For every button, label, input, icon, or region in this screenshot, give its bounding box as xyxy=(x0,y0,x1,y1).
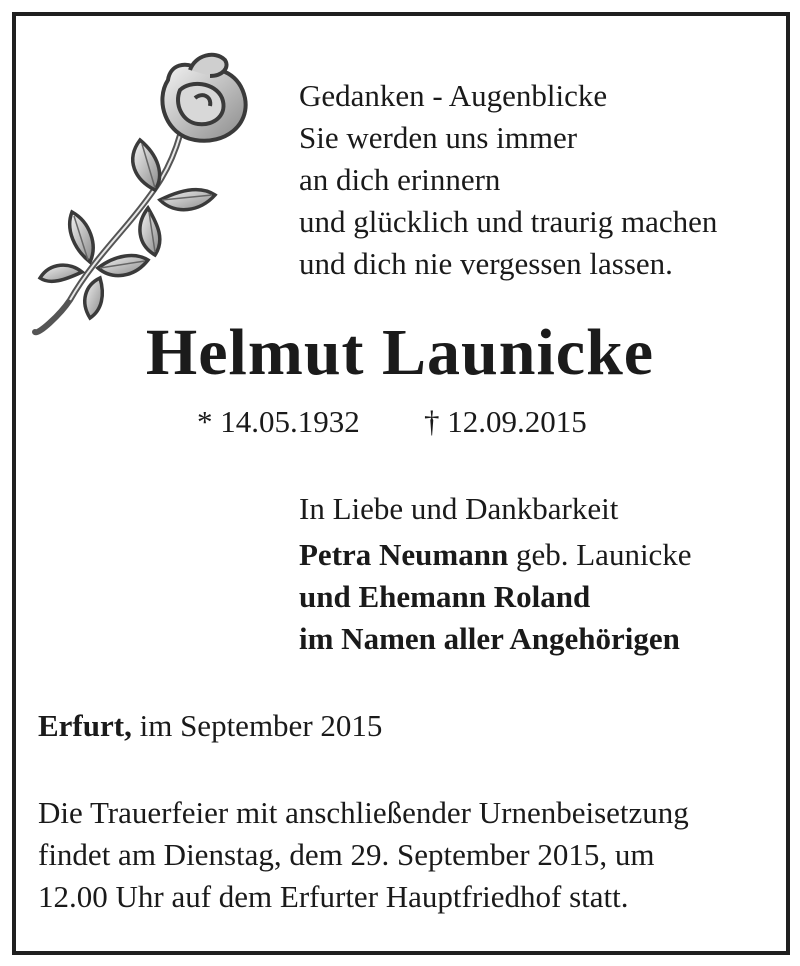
poem-line: und glücklich und traurig machen xyxy=(299,204,718,239)
rose-icon xyxy=(30,40,260,340)
place-month: im September 2015 xyxy=(131,708,383,743)
deceased-name: Helmut Launicke xyxy=(145,316,655,389)
ceremony-line: 12.00 Uhr auf dem Erfurter Hauptfriedhof statt. xyxy=(38,879,629,914)
mourners-intro: In Liebe und Dankbarkeit xyxy=(299,491,619,526)
poem-line: Sie werden uns immer xyxy=(299,120,578,155)
mourner-name: Petra Neumann xyxy=(299,537,509,572)
poem xyxy=(299,75,717,285)
ceremony-line: findet am Dienstag, dem 29. September 2015, um xyxy=(38,837,655,872)
poem-line: Gedanken - Augenblicke xyxy=(299,78,608,113)
mourner-line-2: und Ehemann Roland xyxy=(299,579,591,614)
place-city: Erfurt, xyxy=(38,708,132,743)
mourner-maiden-name: geb. Launicke xyxy=(508,537,692,572)
poem-line: und dich nie vergessen lassen. xyxy=(299,246,673,281)
ceremony-line: Die Trauerfeier mit anschließender Urnenbeisetzung xyxy=(38,795,689,830)
mourner-line-3: im Namen aller Angehörigen xyxy=(299,621,680,656)
mourner-line xyxy=(299,534,692,576)
poem-line: an dich erinnern xyxy=(299,162,501,197)
place-date xyxy=(38,705,382,747)
birth-date: * 14.05.1932 xyxy=(197,404,360,439)
ceremony-text xyxy=(38,792,689,918)
death-date: † 12.09.2015 xyxy=(424,404,587,439)
mourners-block xyxy=(299,488,692,660)
